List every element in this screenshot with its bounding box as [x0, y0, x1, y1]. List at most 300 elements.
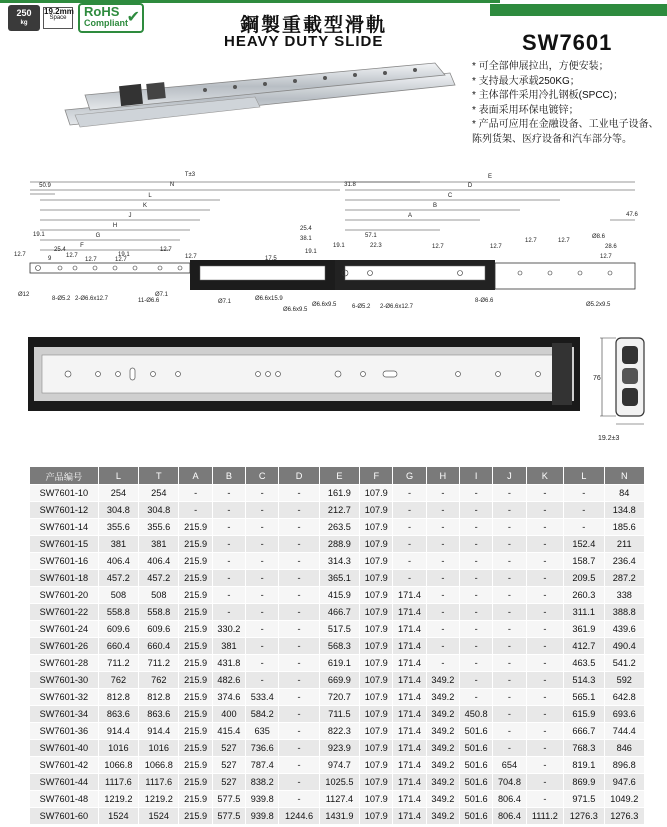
- table-cell: 215.9: [179, 621, 212, 638]
- table-cell: -: [526, 621, 564, 638]
- table-cell: -: [246, 536, 279, 553]
- table-cell: -: [426, 638, 459, 655]
- table-cell: 1016: [139, 740, 179, 757]
- table-cell: 527: [212, 757, 245, 774]
- dim-small-label: 12.7: [490, 244, 502, 250]
- table-cell: 1016: [98, 740, 138, 757]
- table-cell: 666.7: [564, 723, 604, 740]
- table-cell: -: [526, 570, 564, 587]
- table-cell: 171.4: [393, 604, 426, 621]
- dim-small-label: 19.1: [333, 243, 345, 249]
- model-number: SW7601: [522, 30, 613, 55]
- table-cell: 158.7: [564, 553, 604, 570]
- table-cell: -: [246, 621, 279, 638]
- table-cell: 527: [212, 740, 245, 757]
- table-cell: 349.2: [426, 808, 459, 825]
- table-cell: 171.4: [393, 672, 426, 689]
- hole-label: Ø12: [18, 292, 30, 298]
- table-cell: 215.9: [179, 791, 212, 808]
- dim-small-label: 22.3: [370, 243, 382, 249]
- table-cell: 107.9: [360, 723, 393, 740]
- table-cell: 693.6: [604, 706, 644, 723]
- table-cell: -: [212, 502, 245, 519]
- table-cell: 939.8: [246, 791, 279, 808]
- dim-label: D: [467, 183, 473, 189]
- table-cell: 431.8: [212, 655, 245, 672]
- table-cell: 501.6: [460, 757, 493, 774]
- dim-label: T±3: [184, 172, 196, 178]
- table-cell: 349.2: [426, 706, 459, 723]
- table-cell: -: [279, 774, 319, 791]
- table-cell: 863.6: [98, 706, 138, 723]
- table-cell: SW7601-28: [30, 655, 99, 672]
- table-cell: -: [246, 604, 279, 621]
- table-cell: -: [526, 638, 564, 655]
- table-cell: 654: [493, 757, 526, 774]
- table-cell: 171.4: [393, 723, 426, 740]
- dim-small-label: 12.7: [85, 257, 97, 263]
- table-cell: -: [426, 485, 459, 502]
- table-cell: 501.6: [460, 791, 493, 808]
- feature-item: * 产品可应用在金融设备、工业电子设备、: [472, 119, 659, 130]
- table-cell: -: [426, 621, 459, 638]
- table-cell: -: [426, 536, 459, 553]
- table-cell: 1066.8: [139, 757, 179, 774]
- table-cell: 107.9: [360, 791, 393, 808]
- table-cell: 215.9: [179, 723, 212, 740]
- hole-label: Ø6.6x9.5: [312, 302, 337, 308]
- dim-label: A: [407, 213, 413, 219]
- table-cell: -: [526, 723, 564, 740]
- table-cell: -: [212, 570, 245, 587]
- header-rule-right: [490, 4, 667, 16]
- hole-label: 2-Ø6.6x12.7: [75, 296, 109, 302]
- table-row: [30, 774, 645, 791]
- table-cell: 768.3: [564, 740, 604, 757]
- table-cell: 568.3: [319, 638, 359, 655]
- dim-small-label: 57.1: [365, 233, 377, 239]
- table-cell: 107.9: [360, 638, 393, 655]
- hole-label: Ø6.6x9.5: [283, 307, 308, 313]
- dim-small-label: 12.7: [432, 244, 444, 250]
- table-cell: -: [493, 621, 526, 638]
- hole-label: Ø6.6x15.9: [255, 296, 283, 302]
- table-cell: 406.4: [98, 553, 138, 570]
- check-icon: ✔: [126, 9, 140, 26]
- table-cell: 744.4: [604, 723, 644, 740]
- table-cell: -: [526, 502, 564, 519]
- table-cell: 215.9: [179, 587, 212, 604]
- table-cell: 381: [139, 536, 179, 553]
- table-cell: 1066.8: [98, 757, 138, 774]
- table-cell: 1524: [98, 808, 138, 825]
- table-cell: 1117.6: [139, 774, 179, 791]
- table-cell: 171.4: [393, 621, 426, 638]
- table-cell: -: [493, 655, 526, 672]
- dim-small-label: 38.1: [300, 236, 312, 242]
- table-cell: 388.8: [604, 604, 644, 621]
- table-cell: -: [493, 723, 526, 740]
- table-cell: 107.9: [360, 587, 393, 604]
- table-row: [30, 757, 645, 774]
- dim-small-label: 12.7: [115, 257, 127, 263]
- table-cell: 107.9: [360, 655, 393, 672]
- table-row: [30, 587, 645, 604]
- table-cell: -: [460, 587, 493, 604]
- table-cell: -: [493, 689, 526, 706]
- table-cell: 349.2: [426, 774, 459, 791]
- column-header: L: [564, 467, 604, 485]
- table-cell: 517.5: [319, 621, 359, 638]
- table-cell: 171.4: [393, 791, 426, 808]
- table-cell: 107.9: [360, 774, 393, 791]
- table-cell: 107.9: [360, 706, 393, 723]
- table-cell: 304.8: [139, 502, 179, 519]
- table-cell: -: [460, 689, 493, 706]
- table-cell: 107.9: [360, 519, 393, 536]
- table-cell: 501.6: [460, 774, 493, 791]
- table-cell: 806.4: [493, 791, 526, 808]
- feature-item: * 支持最大承载250KG；: [472, 75, 580, 87]
- table-cell: 215.9: [179, 604, 212, 621]
- table-cell: -: [279, 502, 319, 519]
- table-cell: 1524: [139, 808, 179, 825]
- dim-small-label: 12.7: [558, 238, 570, 244]
- table-cell: SW7601-26: [30, 638, 99, 655]
- table-cell: SW7601-42: [30, 757, 99, 774]
- table-cell: 215.9: [179, 808, 212, 825]
- column-header: G: [393, 467, 426, 485]
- dim-small-label: 12.7: [525, 238, 537, 244]
- dim-small-label: 19.1: [33, 232, 45, 238]
- table-cell: 541.2: [604, 655, 644, 672]
- table-cell: 338: [604, 587, 644, 604]
- table-cell: -: [526, 706, 564, 723]
- table-cell: 720.7: [319, 689, 359, 706]
- column-header: L: [98, 467, 138, 485]
- hole-label: Ø7.1: [155, 292, 169, 298]
- table-cell: -: [526, 740, 564, 757]
- table-cell: 381: [98, 536, 138, 553]
- extension-unit: mm: [59, 7, 74, 16]
- table-cell: 812.8: [139, 689, 179, 706]
- table-cell: -: [493, 502, 526, 519]
- table-cell: 463.5: [564, 655, 604, 672]
- table-cell: 107.9: [360, 604, 393, 621]
- load-value: 250: [16, 8, 32, 18]
- extension-space-icon: [43, 7, 73, 29]
- table-cell: -: [564, 502, 604, 519]
- table-cell: 171.4: [393, 638, 426, 655]
- table-cell: 171.4: [393, 655, 426, 672]
- table-cell: -: [526, 553, 564, 570]
- table-cell: -: [460, 485, 493, 502]
- table-cell: 1219.2: [98, 791, 138, 808]
- dim-small-label: 12.7: [600, 254, 612, 260]
- height-label: 76: [593, 375, 601, 382]
- table-cell: -: [212, 587, 245, 604]
- table-cell: 762: [139, 672, 179, 689]
- table-row: [30, 723, 645, 740]
- table-cell: 107.9: [360, 536, 393, 553]
- extension-sub: Space: [49, 15, 67, 21]
- table-cell: 171.4: [393, 740, 426, 757]
- table-cell: 806.4: [493, 808, 526, 825]
- table-cell: -: [460, 638, 493, 655]
- column-header: N: [604, 467, 644, 485]
- table-cell: 1117.6: [98, 774, 138, 791]
- table-cell: 254: [139, 485, 179, 502]
- dim-small-label: 9: [48, 256, 52, 262]
- table-cell: 215.9: [179, 655, 212, 672]
- table-cell: 185.6: [604, 519, 644, 536]
- table-cell: 1244.6: [279, 808, 319, 825]
- dim-small-label: 12.7: [66, 253, 78, 259]
- table-row: [30, 808, 645, 825]
- table-cell: 1276.3: [604, 808, 644, 825]
- table-cell: 254: [98, 485, 138, 502]
- table-cell: 107.9: [360, 553, 393, 570]
- hole-label: 6-Ø5.2: [352, 304, 371, 310]
- table-cell: -: [493, 553, 526, 570]
- table-cell: SW7601-60: [30, 808, 99, 825]
- table-cell: -: [526, 672, 564, 689]
- table-cell: -: [493, 570, 526, 587]
- table-cell: -: [426, 604, 459, 621]
- table-cell: SW7601-14: [30, 519, 99, 536]
- table-cell: 819.1: [564, 757, 604, 774]
- feature-list: [472, 60, 664, 147]
- table-cell: 374.6: [212, 689, 245, 706]
- table-row: [30, 485, 645, 502]
- table-cell: -: [493, 587, 526, 604]
- table-cell: 330.2: [212, 621, 245, 638]
- table-cell: -: [279, 740, 319, 757]
- table-cell: 501.6: [460, 740, 493, 757]
- table-cell: -: [246, 502, 279, 519]
- column-header: K: [526, 467, 564, 485]
- table-cell: SW7601-10: [30, 485, 99, 502]
- table-cell: -: [279, 723, 319, 740]
- table-cell: 171.4: [393, 706, 426, 723]
- table-cell: -: [460, 655, 493, 672]
- dim-label: N: [169, 182, 175, 188]
- page-title-cn: 鋼製重載型滑軌: [240, 15, 388, 36]
- page-title-en: HEAVY DUTY SLIDE: [224, 33, 384, 50]
- table-cell: -: [279, 689, 319, 706]
- table-cell: 381: [212, 638, 245, 655]
- table-row: [30, 706, 645, 723]
- table-cell: -: [460, 502, 493, 519]
- hole-label: Ø5.2x9.5: [586, 302, 611, 308]
- table-cell: -: [279, 485, 319, 502]
- dimension-drawing: [0, 160, 667, 330]
- table-cell: -: [212, 604, 245, 621]
- table-cell: 501.6: [460, 723, 493, 740]
- table-cell: 288.9: [319, 536, 359, 553]
- dim-label: 31.8: [344, 182, 356, 188]
- dim-small-label: 12.7: [185, 254, 197, 260]
- table-cell: 215.9: [179, 536, 212, 553]
- table-cell: SW7601-32: [30, 689, 99, 706]
- rohs-title: RoHS: [84, 4, 120, 19]
- table-cell: SW7601-18: [30, 570, 99, 587]
- hole-label: Ø7.1: [218, 299, 232, 305]
- table-cell: 704.8: [493, 774, 526, 791]
- table-cell: -: [246, 672, 279, 689]
- table-cell: 215.9: [179, 570, 212, 587]
- table-cell: -: [393, 485, 426, 502]
- column-header: E: [319, 467, 359, 485]
- table-cell: -: [246, 570, 279, 587]
- table-cell: -: [526, 757, 564, 774]
- table-cell: 669.9: [319, 672, 359, 689]
- table-cell: -: [526, 774, 564, 791]
- table-cell: -: [526, 519, 564, 536]
- table-cell: -: [279, 604, 319, 621]
- table-cell: -: [246, 553, 279, 570]
- table-cell: -: [526, 791, 564, 808]
- table-cell: 134.8: [604, 502, 644, 519]
- table-cell: 1025.5: [319, 774, 359, 791]
- table-cell: -: [493, 740, 526, 757]
- table-cell: -: [246, 485, 279, 502]
- table-cell: 215.9: [179, 757, 212, 774]
- table-cell: 514.3: [564, 672, 604, 689]
- table-cell: 215.9: [179, 519, 212, 536]
- table-row: [30, 621, 645, 638]
- table-cell: -: [279, 791, 319, 808]
- table-cell: 450.8: [460, 706, 493, 723]
- table-cell: 869.9: [564, 774, 604, 791]
- dim-label: C: [447, 193, 453, 199]
- table-cell: -: [460, 553, 493, 570]
- table-cell: -: [393, 536, 426, 553]
- table-cell: -: [526, 655, 564, 672]
- hole-label: 2-Ø6.6x12.7: [380, 304, 414, 310]
- table-cell: 939.8: [246, 808, 279, 825]
- table-cell: 642.8: [604, 689, 644, 706]
- table-cell: -: [279, 587, 319, 604]
- table-row: [30, 672, 645, 689]
- table-cell: 215.9: [179, 553, 212, 570]
- table-cell: -: [212, 519, 245, 536]
- table-cell: 171.4: [393, 689, 426, 706]
- rohs-sub: Compliant: [84, 18, 128, 28]
- table-cell: -: [393, 502, 426, 519]
- table-cell: 215.9: [179, 638, 212, 655]
- table-cell: 914.4: [139, 723, 179, 740]
- table-cell: SW7601-36: [30, 723, 99, 740]
- table-cell: 508: [98, 587, 138, 604]
- table-cell: 838.2: [246, 774, 279, 791]
- table-cell: -: [179, 485, 212, 502]
- table-cell: SW7601-20: [30, 587, 99, 604]
- table-cell: -: [526, 604, 564, 621]
- table-cell: 107.9: [360, 502, 393, 519]
- table-cell: 947.6: [604, 774, 644, 791]
- table-cell: -: [393, 519, 426, 536]
- table-cell: 415.4: [212, 723, 245, 740]
- table-cell: -: [564, 485, 604, 502]
- table-cell: 812.8: [98, 689, 138, 706]
- table-cell: 439.6: [604, 621, 644, 638]
- table-cell: 577.5: [212, 791, 245, 808]
- table-row: [30, 519, 645, 536]
- table-cell: -: [393, 570, 426, 587]
- table-cell: SW7601-34: [30, 706, 99, 723]
- table-cell: 466.7: [319, 604, 359, 621]
- table-cell: 84: [604, 485, 644, 502]
- feature-item: * 主体部件采用冷扎钢板(SPCC)；: [472, 90, 624, 101]
- table-cell: 660.4: [139, 638, 179, 655]
- table-cell: SW7601-40: [30, 740, 99, 757]
- table-cell: 304.8: [98, 502, 138, 519]
- table-cell: 1431.9: [319, 808, 359, 825]
- table-cell: 736.6: [246, 740, 279, 757]
- table-cell: -: [426, 570, 459, 587]
- table-cell: 263.5: [319, 519, 359, 536]
- dim-label: K: [142, 203, 148, 209]
- table-cell: 349.2: [426, 723, 459, 740]
- table-cell: -: [212, 485, 245, 502]
- table-cell: -: [460, 621, 493, 638]
- load-capacity-icon: [8, 5, 40, 31]
- table-cell: 215.9: [179, 689, 212, 706]
- table-cell: -: [426, 553, 459, 570]
- feature-item: 陈列货架、医疗设备和汽车部分等。: [472, 133, 632, 145]
- table-cell: 558.8: [98, 604, 138, 621]
- table-cell: SW7601-30: [30, 672, 99, 689]
- dim-small-label: 17.5: [265, 256, 277, 262]
- table-cell: 1276.3: [564, 808, 604, 825]
- table-cell: 1049.2: [604, 791, 644, 808]
- table-cell: -: [493, 638, 526, 655]
- header-rule: [0, 0, 500, 3]
- rail-end-view: [590, 332, 662, 444]
- table-cell: 212.7: [319, 502, 359, 519]
- table-cell: 711.2: [139, 655, 179, 672]
- table-cell: 846: [604, 740, 644, 757]
- table-cell: 490.4: [604, 638, 644, 655]
- table-cell: -: [426, 655, 459, 672]
- table-cell: 457.2: [139, 570, 179, 587]
- table-cell: SW7601-15: [30, 536, 99, 553]
- dim-small-label: 19.1: [118, 252, 130, 258]
- table-cell: 152.4: [564, 536, 604, 553]
- table-cell: -: [179, 502, 212, 519]
- table-cell: 314.3: [319, 553, 359, 570]
- hole-label: 11-Ø6.6: [138, 298, 160, 304]
- rail-side-view: [28, 335, 583, 413]
- table-cell: -: [279, 638, 319, 655]
- column-header: 产品编号: [30, 467, 99, 485]
- table-cell: 415.9: [319, 587, 359, 604]
- dim-small-label: 25.4: [300, 226, 312, 232]
- dim-small-label: 28.6: [605, 244, 617, 250]
- table-cell: 215.9: [179, 740, 212, 757]
- table-cell: 584.2: [246, 706, 279, 723]
- dim-small-label: 19.1: [305, 249, 317, 255]
- table-cell: 349.2: [426, 791, 459, 808]
- table-cell: -: [493, 485, 526, 502]
- table-cell: -: [279, 519, 319, 536]
- dim-label: J: [128, 213, 132, 219]
- table-cell: 1127.4: [319, 791, 359, 808]
- table-cell: 107.9: [360, 808, 393, 825]
- dim-small-label: 12.7: [14, 252, 26, 258]
- table-cell: -: [279, 672, 319, 689]
